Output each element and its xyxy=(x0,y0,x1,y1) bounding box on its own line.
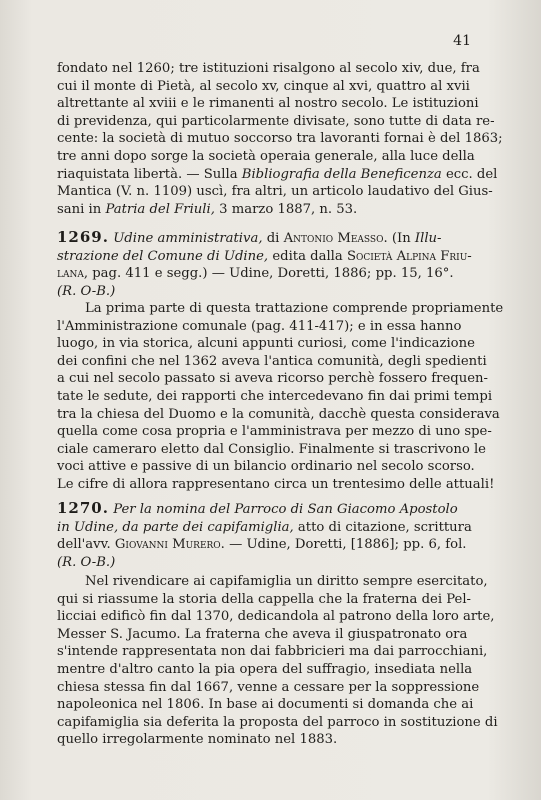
text-fragment: pag. 411 e segg.) — Udine, Doretti, 1886; pp. 15, 16°. xyxy=(88,266,454,282)
text-line: tre anni dopo sorge la società operaia generale, alla luce della xyxy=(57,148,475,164)
entry-1269-header xyxy=(57,228,472,300)
text-fragment: sani in xyxy=(57,201,102,217)
text-line: a cui nel secolo passato si aveva ricorso perchè fossero frequen- xyxy=(57,371,488,387)
text-line: qui si riassume la storia della cappella che la fraterna dei Pel- xyxy=(57,591,472,607)
text-line: licciai edificò fin dal 1370, dedicandola al patrono della loro arte, xyxy=(57,609,495,625)
text-line: chiesa stessa fin dal 1667, venne a cessare per la soppressione xyxy=(57,679,480,695)
text-fragment: riaquistata libertà. — Sulla xyxy=(57,166,238,182)
entry-sigla: (R. O-B.) xyxy=(57,283,116,299)
text-line: tate le sedute, dei rapporti che intercedevano fin dai primi tempi xyxy=(57,388,493,404)
text-fragment: ecc. del xyxy=(441,166,498,182)
text-line: s'intende rappresentata non dai fabbricieri ma dai parrocchiani, xyxy=(57,644,488,660)
entry-society: lana, xyxy=(57,266,89,282)
text-line: fondato nel 1260; tre istituzioni risalgono al secolo xiv, due, fra xyxy=(57,61,480,76)
text-line: Nel rivendicare ai capifamiglia un diritto sempre esercitato, xyxy=(85,574,488,589)
text-line: capifamiglia sia deferita la proposta del parroco in sostituzione di xyxy=(57,714,498,730)
text-line: mentre d'altro canto la pia opera del suffragio, insediata nella xyxy=(57,661,473,677)
text-line xyxy=(57,519,472,537)
text-fragment: (In xyxy=(387,231,415,246)
text-line xyxy=(57,201,469,219)
text-line: Messer S. Jacumo. La fraterna che aveva il giuspatronato ora xyxy=(57,626,468,642)
text-line: Le cifre di allora rappresentano circa un trentesimo delle attuali! xyxy=(57,476,495,492)
entry-source: Illu- xyxy=(414,231,442,246)
text-line: luogo, in via storica, alcuni appunti curiosi, come l'indicazione xyxy=(57,336,475,352)
entry-title: Per la nomina del Parroco di San Giacomo Apostolo xyxy=(113,502,458,517)
entry-source: strazione del Comune di Udine, xyxy=(57,248,269,264)
text-line: ciale cameraro eletto dal Consiglio. Finalmente si trascrivono le xyxy=(57,441,486,457)
entry-title: Udine amministrativa, xyxy=(113,231,263,246)
entry-society: Società Alpina Friu- xyxy=(346,248,472,264)
entry-author: Antonio Measso. xyxy=(283,231,388,246)
page-number: 41 xyxy=(453,33,471,49)
text-line: dei confini che nel 1362 aveva l'antica comunità, degli spedienti xyxy=(57,353,487,369)
entry-number: 1269. xyxy=(57,228,109,246)
entry-title: in Udine, da parte dei capifamiglia, xyxy=(57,519,294,535)
text-line xyxy=(57,248,472,266)
text-fragment: dell'avv. xyxy=(57,537,115,553)
text-fragment: edita dalla xyxy=(268,248,347,264)
citation-title: Patria del Friuli, xyxy=(105,201,215,217)
text-line: voci attive e passive di un bilancio ordinario nel secolo scorso. xyxy=(57,459,475,475)
text-line: l'Amministrazione comunale (pag. 411-417); e in essa hanno xyxy=(57,318,462,334)
text-line: Mantica (V. n. 1109) uscì, fra altri, un articolo laudativo del Gius- xyxy=(57,184,493,200)
entry-first-line xyxy=(57,229,469,248)
entry-1269-body xyxy=(57,300,504,494)
text-line: di previdenza, qui particolarmente divisate, sono tutte di data re- xyxy=(57,113,495,129)
text-fragment: 3 marzo 1887, n. 53. xyxy=(214,201,358,217)
text-line: napoleonica nel 1806. In base ai documenti si domanda che ai xyxy=(57,697,474,713)
text-line xyxy=(57,166,498,184)
citation-title: Bibliografia della Beneficenza xyxy=(241,166,442,182)
entry-number: 1270. xyxy=(57,499,109,517)
entry-1270-header xyxy=(57,499,472,571)
text-line: altrettante al xviii e le rimanenti al nostro secolo. Le istituzioni xyxy=(57,96,479,112)
entry-sigla: (R. O-B.) xyxy=(57,554,116,570)
entry-1270-body xyxy=(57,573,498,749)
text-line xyxy=(57,536,469,554)
text-line: cente: la società di mutuo soccorso tra lavoranti fornai è del 1863; xyxy=(57,131,503,147)
text-line: La prima parte di questa trattazione comprende propriamente xyxy=(85,301,504,316)
text-line: quella come cosa propria e l'amministrava per mezzo di uno spe- xyxy=(57,424,492,440)
text-fragment: di xyxy=(262,231,284,246)
entry-author: Giovanni Murero. xyxy=(114,537,225,553)
entry-first-line xyxy=(57,500,469,519)
text-line xyxy=(57,265,469,283)
text-fragment: — Udine, Doretti, [1886]; pp. 6, fol. xyxy=(224,537,467,553)
text-fragment: atto di citazione, scrittura xyxy=(293,519,472,535)
paragraph-continuation xyxy=(57,60,503,218)
text-line: tra la chiesa del Duomo e la comunità, dacchè questa considerava xyxy=(57,406,500,422)
text-line: quello irregolarmente nominato nel 1883. xyxy=(57,732,338,748)
text-line: cui il monte di Pietà, al secolo xv, cinque al xvi, quattro al xvii xyxy=(57,78,470,94)
